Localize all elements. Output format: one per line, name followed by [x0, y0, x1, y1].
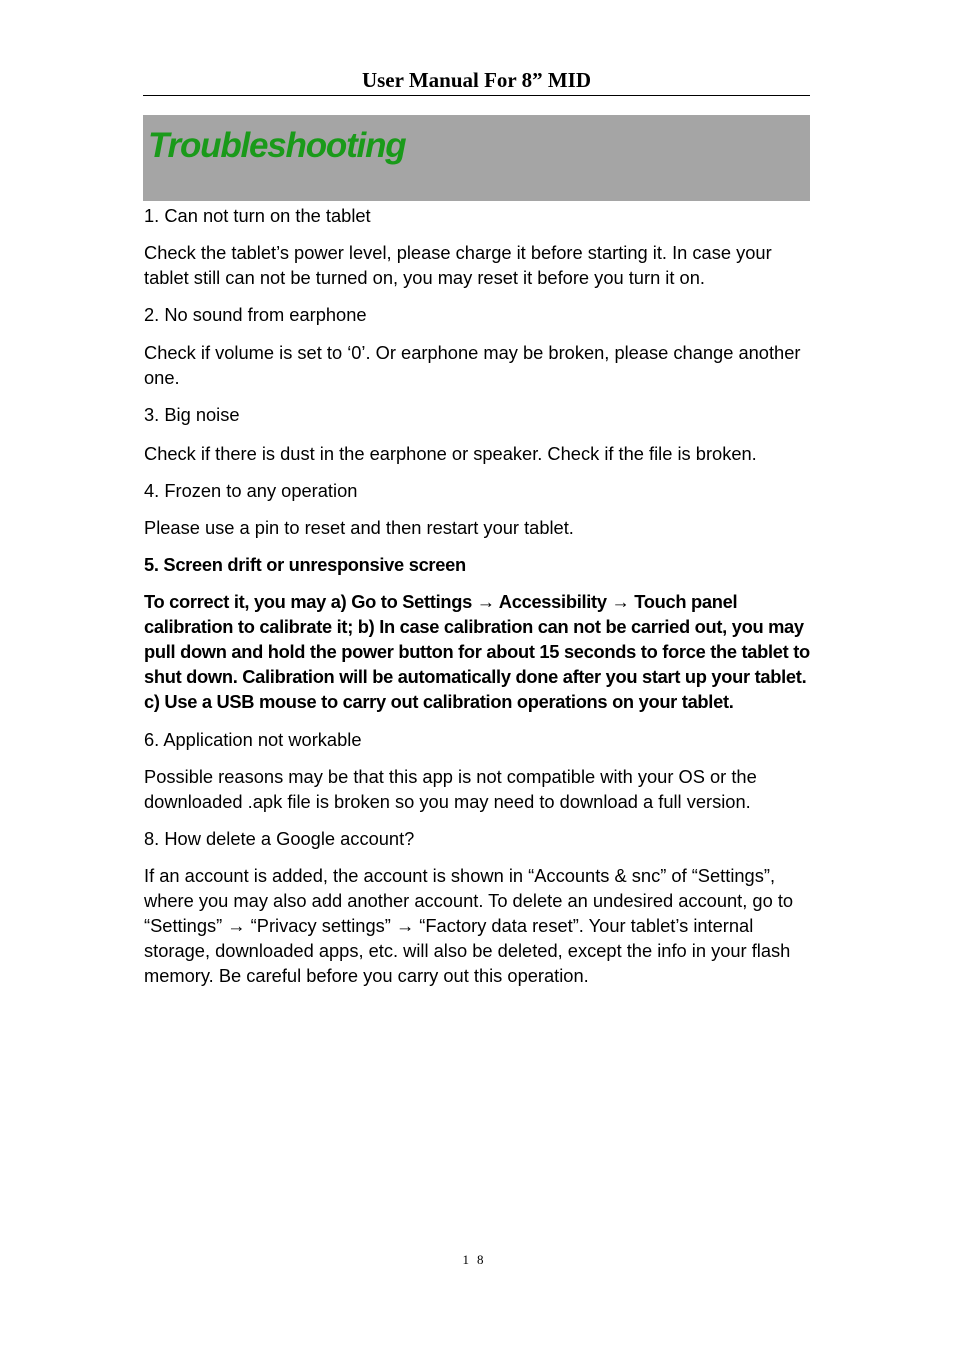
question-6: 6. Application not workable	[144, 729, 362, 750]
answer-5: To correct it, you may a) Go to Settings → Accessibility → Touch panel calibration to calibrate it; b) In case calibration can not be carried out, you may pull down and hold the power button for about 15 seconds to force the tablet to shut down. Calibration will be automatically done after you start up your tablet. c) Use a USB mouse to carry out calibration operations on your tablet.	[144, 591, 810, 712]
section-banner	[143, 115, 810, 201]
document-header-title: User Manual For 8” MID	[361, 68, 592, 92]
question-3: 3. Big noise	[144, 404, 240, 425]
question-8: 8. How delete a Google account?	[144, 828, 415, 849]
header-divider	[143, 95, 810, 96]
page-number: 18	[462, 1252, 492, 1267]
answer-8: If an account is added, the account is shown in “Accounts & snc” of “Settings”, where you may also add another account. To delete an undesired account, go to “Settings” → “Privacy settings” → “Factory data reset”. Your tablet’s internal storage, downloaded apps, etc. will also be deleted, except the info in your flash memory. Be careful before you carry out this operation.	[144, 865, 794, 986]
section-title: Troubleshooting	[148, 126, 406, 165]
answer-3: Check if there is dust in the earphone or speaker. Check if the file is broken.	[144, 443, 757, 464]
answer-4: Please use a pin to reset and then restart your tablet.	[144, 517, 574, 538]
answer-6: Possible reasons may be that this app is not compatible with your OS or the downloaded .apk file is broken so you may need to download a full version.	[144, 766, 757, 812]
question-2: 2. No sound from earphone	[144, 304, 367, 325]
question-5: 5. Screen drift or unresponsive screen	[144, 554, 466, 575]
troubleshooting-content	[144, 203, 812, 988]
question-4: 4. Frozen to any operation	[144, 480, 358, 501]
answer-1: Check the tablet’s power level, please charge it before starting it. In case your tablet still can not be turned on, you may reset it before you turn it on.	[144, 242, 772, 288]
answer-2: Check if volume is set to ‘0’. Or earphone may be broken, please change another one.	[144, 342, 801, 388]
question-1: 1. Can not turn on the tablet	[144, 205, 371, 226]
